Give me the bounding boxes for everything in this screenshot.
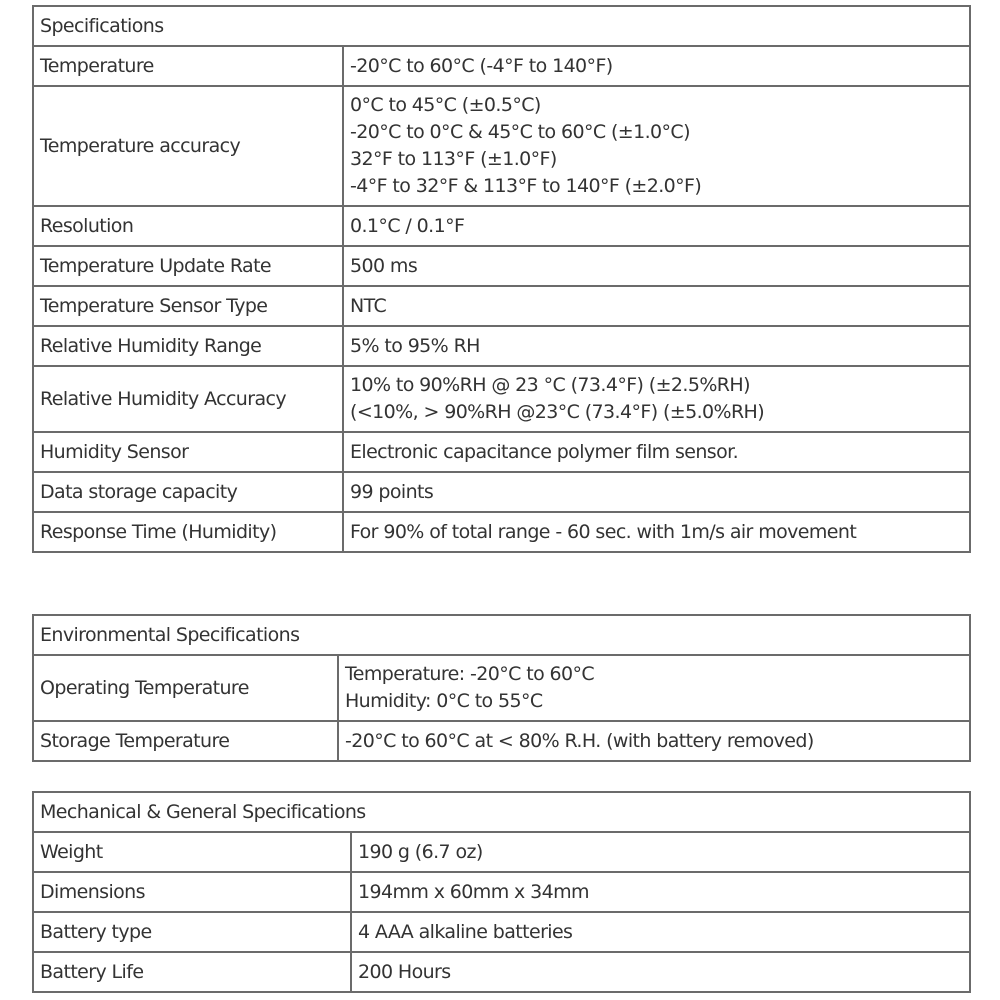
row-value (343, 86, 970, 206)
table-row (33, 952, 970, 992)
row-label: Battery type (33, 912, 351, 952)
row-label: Resolution (33, 206, 343, 246)
table-row (33, 912, 970, 952)
value-line: 500 ms (350, 254, 418, 277)
row-value (338, 721, 970, 761)
value-line: 5% to 95% RH (350, 334, 480, 357)
value-line: -20°C to 60°C (-4°F to 140°F) (350, 54, 613, 77)
row-value (351, 952, 970, 992)
row-label: Temperature accuracy (33, 86, 343, 206)
table-row (33, 721, 970, 761)
row-label: Battery Life (33, 952, 351, 992)
table-row (33, 246, 970, 286)
value-line: Electronic capacitance polymer film sensor. (350, 440, 739, 463)
value-line: -20°C to 60°C at < 80% R.H. (with battery removed) (345, 729, 814, 752)
value-line: 32°F to 113°F (±1.0°F) (350, 148, 557, 170)
row-label: Relative Humidity Range (33, 326, 343, 366)
table-row (33, 432, 970, 472)
mechanical-general-specifications-table (32, 791, 971, 993)
row-value (343, 432, 970, 472)
row-value (343, 512, 970, 552)
table-row (33, 472, 970, 512)
table-header-row (33, 792, 970, 832)
table-row (33, 46, 970, 86)
table-row (33, 286, 970, 326)
value-line: 0.1°C / 0.1°F (350, 214, 465, 237)
row-label: Storage Temperature (33, 721, 338, 761)
row-label: Dimensions (33, 872, 351, 912)
row-label: Response Time (Humidity) (33, 512, 343, 552)
table-row (33, 86, 970, 206)
table-header: Mechanical & General Specifications (33, 792, 970, 832)
value-line: Humidity: 0°C to 55°C (345, 690, 543, 712)
table-row (33, 872, 970, 912)
table-header: Environmental Specifications (33, 615, 970, 655)
value-line: -4°F to 32°F & 113°F to 140°F (±2.0°F) (350, 175, 702, 197)
table-row (33, 326, 970, 366)
table-header-row (33, 615, 970, 655)
row-value (343, 246, 970, 286)
table-row (33, 206, 970, 246)
value-line: 200 Hours (358, 960, 451, 983)
row-value (338, 655, 970, 721)
value-line: 194mm x 60mm x 34mm (358, 880, 589, 903)
row-label: Temperature Sensor Type (33, 286, 343, 326)
table-header: Specifications (33, 6, 970, 46)
value-line: 4 AAA alkaline batteries (358, 920, 573, 943)
value-line: -20°C to 0°C & 45°C to 60°C (±1.0°C) (350, 121, 690, 143)
row-label: Data storage capacity (33, 472, 343, 512)
value-line: NTC (350, 294, 387, 317)
value-line: For 90% of total range - 60 sec. with 1m/s air movement (350, 520, 857, 543)
value-line: 0°C to 45°C (±0.5°C) (350, 94, 541, 116)
row-label: Temperature (33, 46, 343, 86)
value-line: 99 points (350, 480, 434, 503)
row-value (351, 832, 970, 872)
table-header-row (33, 6, 970, 46)
value-line: Temperature: -20°C to 60°C (345, 663, 595, 685)
table-row (33, 832, 970, 872)
row-value (343, 46, 970, 86)
table-row (33, 655, 970, 721)
value-line: 190 g (6.7 oz) (358, 840, 483, 863)
row-value (343, 472, 970, 512)
table-row (33, 512, 970, 552)
environmental-specifications-table (32, 614, 971, 762)
value-line: (<10%, > 90%RH @23°C (73.4°F) (±5.0%RH) (350, 401, 765, 423)
row-value (343, 286, 970, 326)
row-label: Operating Temperature (33, 655, 338, 721)
row-value (351, 872, 970, 912)
table-row (33, 366, 970, 432)
row-value (351, 912, 970, 952)
row-value (343, 206, 970, 246)
row-label: Weight (33, 832, 351, 872)
row-value (343, 326, 970, 366)
row-label: Temperature Update Rate (33, 246, 343, 286)
row-label: Relative Humidity Accuracy (33, 366, 343, 432)
value-line: 10% to 90%RH @ 23 °C (73.4°F) (±2.5%RH) (350, 374, 750, 396)
row-value (343, 366, 970, 432)
row-label: Humidity Sensor (33, 432, 343, 472)
specifications-table (32, 5, 971, 553)
